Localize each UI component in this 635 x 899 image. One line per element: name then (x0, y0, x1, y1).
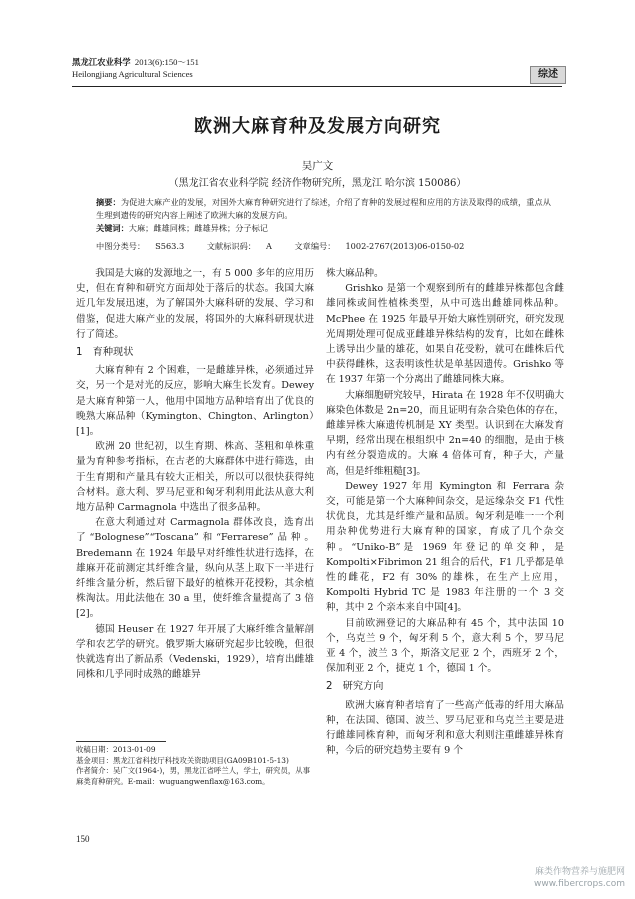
keywords: 大麻；雌雄同株；雌雄异株；分子标记 (128, 223, 268, 233)
doc-code: A (265, 241, 272, 251)
body-paragraph: 德国 Heuser 在 1927 年开展了大麻纤维含量解剖学和农艺学的研究。俄罗斯大麻研究起步比较晚，但很快就选育出了新品系（Vedenski，1929），培育出雌雄同株和几乎同时成熟的雌雄异 (76, 623, 314, 681)
article-no: 1002-2767(2013)06-0150-02 (345, 241, 465, 251)
doc-code-label: 文献标识码： (206, 241, 256, 251)
classification-line (96, 240, 551, 253)
footnote-rule (76, 741, 166, 742)
body-paragraph: 大麻育种有 2 个困难，一是雌雄异株，必须通过异交，另一个是对光的反应，影响大麻生长发育。Dewey 是大麻育种第一人，他用中国地方品种培育出了优良的晚熟大麻品种（Kymington、Chington、Arlington）[1]。 (76, 365, 314, 438)
watermark-line: 麻类作物营养与施肥网 (534, 867, 625, 877)
article-title: 欧洲大麻育种及发展方向研究 (194, 116, 441, 137)
journal-name-en: Heilongjiang Agricultural Sciences (72, 69, 193, 79)
page-number: 150 (76, 834, 90, 844)
body-paragraph: 我国是大麻的发源地之一，有 5 000 多年的应用历史，但在育种和研究方面却处于落后的状态。我国大麻近几年发展迅速，为了解国外大麻科研的发展、学习和借鉴，促进大麻产业的发展，将国外的大麻科研现状进行了简述。 (76, 268, 314, 340)
affiliation: （黑龙江省农业科学院 经济作物研究所，黑龙江 哈尔滨 150086） (168, 178, 467, 189)
section-tag: 综述 (530, 66, 566, 84)
section-heading: 2 研究方向 (326, 681, 384, 693)
footnote (76, 745, 314, 787)
right-column (326, 266, 564, 759)
abstract (96, 196, 551, 235)
body-paragraph: Grishko 是第一个观察到所有的雌雄异株都包含雌雄同株或间性植株类型，从中可选出雌雄同株品种。McPhee 在 1925 年最早开始大麻性别研究，研究发现光周期处理可促成亚雌雄异株结构的发育，比如在雌株上诱导出少量的雄花，如果自花受粉，就可在雌株后代中获得雌株，这表明该性状是单基因遗传。Grishko 等在 1937 年第一个分离出了雌雄同株大麻。 (326, 283, 564, 386)
fund-info: 基金项目：黑龙江省科技厅科技攻关资助项目(GA09B101-5-13) (76, 755, 289, 765)
body-paragraph: 大麻细胞研究较早，Hirata 在 1928 年不仅明确大麻染色体数是 2n=20，而且证明有杂合染色体的存在，雌雄异株大麻遗传机制是 XY 类型。认识到在大麻发育早期，经常出现在根组织中 2n=40 的细胞，是由于核内有丝分裂造成的。大麻 4 倍体可育，种子大，产量高，但是纤维粗糙[3]。 (326, 389, 564, 477)
body-paragraph: 株大麻品种。 (326, 268, 384, 279)
citation: 2013(6):150～151 (134, 57, 199, 67)
left-column (76, 266, 314, 682)
watermark (534, 866, 625, 890)
header-rule (72, 86, 562, 87)
body-paragraph: 目前欧洲登记的大麻品种有 45 个，其中法国 10 个，乌克兰 9 个，匈牙利 5 个，意大利 5 个，罗马尼亚 4 个，波兰 3 个，斯洛文尼亚 2 个，西班牙 2 个，保加利亚 2 个，捷克 1 个，德国 1 个。 (326, 617, 564, 675)
article-no-label: 文章编号： (294, 241, 336, 251)
clc-label: 中图分类号： (96, 241, 146, 251)
journal-name-cn: 黑龙江农业科学 (72, 57, 131, 67)
keywords-label: 关键词： (96, 223, 129, 233)
body-paragraph: Dewey 1927 年用 Kymington 和 Ferrara 杂交，可能是第一个大麻种间杂交，是远缘杂交 F1 代性状优良，尤其是纤维产量和品质。匈牙利是唯一一个利用杂种优势进行大麻育种的国家，育成了几个杂交种。“Uniko-B”是 1969 年登记的单交种，是 Kompolti×Fibrimon 21 组合的后代，F1 几乎都是单性的雌花，F2 有 30% 的雄株，在生产上应用，Kompolti Hybrid TC 是 1983 年注册的一个 3 交种，其中 2 个亲本来自中国[4]。 (326, 480, 564, 614)
section-heading: 1 育种现状 (76, 347, 134, 359)
watermark-url: www.fibercrops.com (534, 879, 625, 889)
body-paragraph: 欧洲 20 世纪初，以生育期、株高、茎粗和单株重量为育种参考指标，在古老的大麻群体中进行筛选，由于生育期和产量具有较大正相关，所以可以很快获得纯合材料。意大利、罗马尼亚和匈牙利利用此法从意大利地方品种 Carmagnola 中选出了很多品种。 (76, 441, 314, 514)
body-paragraph: 欧洲大麻育种者培育了一些高产低毒的纤用大麻品种，在法国、德国、波兰、罗马尼亚和乌克兰主要是进行雌雄同株育种，而匈牙利和意大利则注重雌雄异株育种，今后的研究趋势主要有 9 个 (326, 699, 564, 757)
journal-header (72, 56, 199, 80)
abstract-label: 摘要： (96, 197, 121, 207)
clc: S563.3 (155, 241, 185, 251)
received-date: 收稿日期：2013-01-09 (76, 745, 156, 754)
body-paragraph: 在意大利通过对 Carmagnola 群体改良，选育出了“Bolognese”“Toscana”和“Ferrarese”品种。Bredemann 在 1924 年最早对纤维性状进行选择，在雄麻开花前测定其纤维含量，纵向从茎上取下一半进行纤维含量分析，然后留下最好的植株开花授粉，其余植株淘汰。用此法他在 30 a 里，使纤维含量提高了 3 倍[2]。 (76, 517, 314, 620)
author: 吴广文 (301, 160, 334, 172)
author-bio: 作者简介：吴广文(1964-)，男，黑龙江省呼兰人，学士，研究员，从事麻类育种研究。E-mail：wuguangwenflax@163.com。 (76, 766, 311, 786)
abstract-text: 为促进大麻产业的发展，对国外大麻育种研究进行了综述，介绍了育种的发展过程和应用的方法及取得的成绩，重点从生理到遗传的研究内容上阐述了欧洲大麻的发展方向。 (96, 197, 551, 220)
